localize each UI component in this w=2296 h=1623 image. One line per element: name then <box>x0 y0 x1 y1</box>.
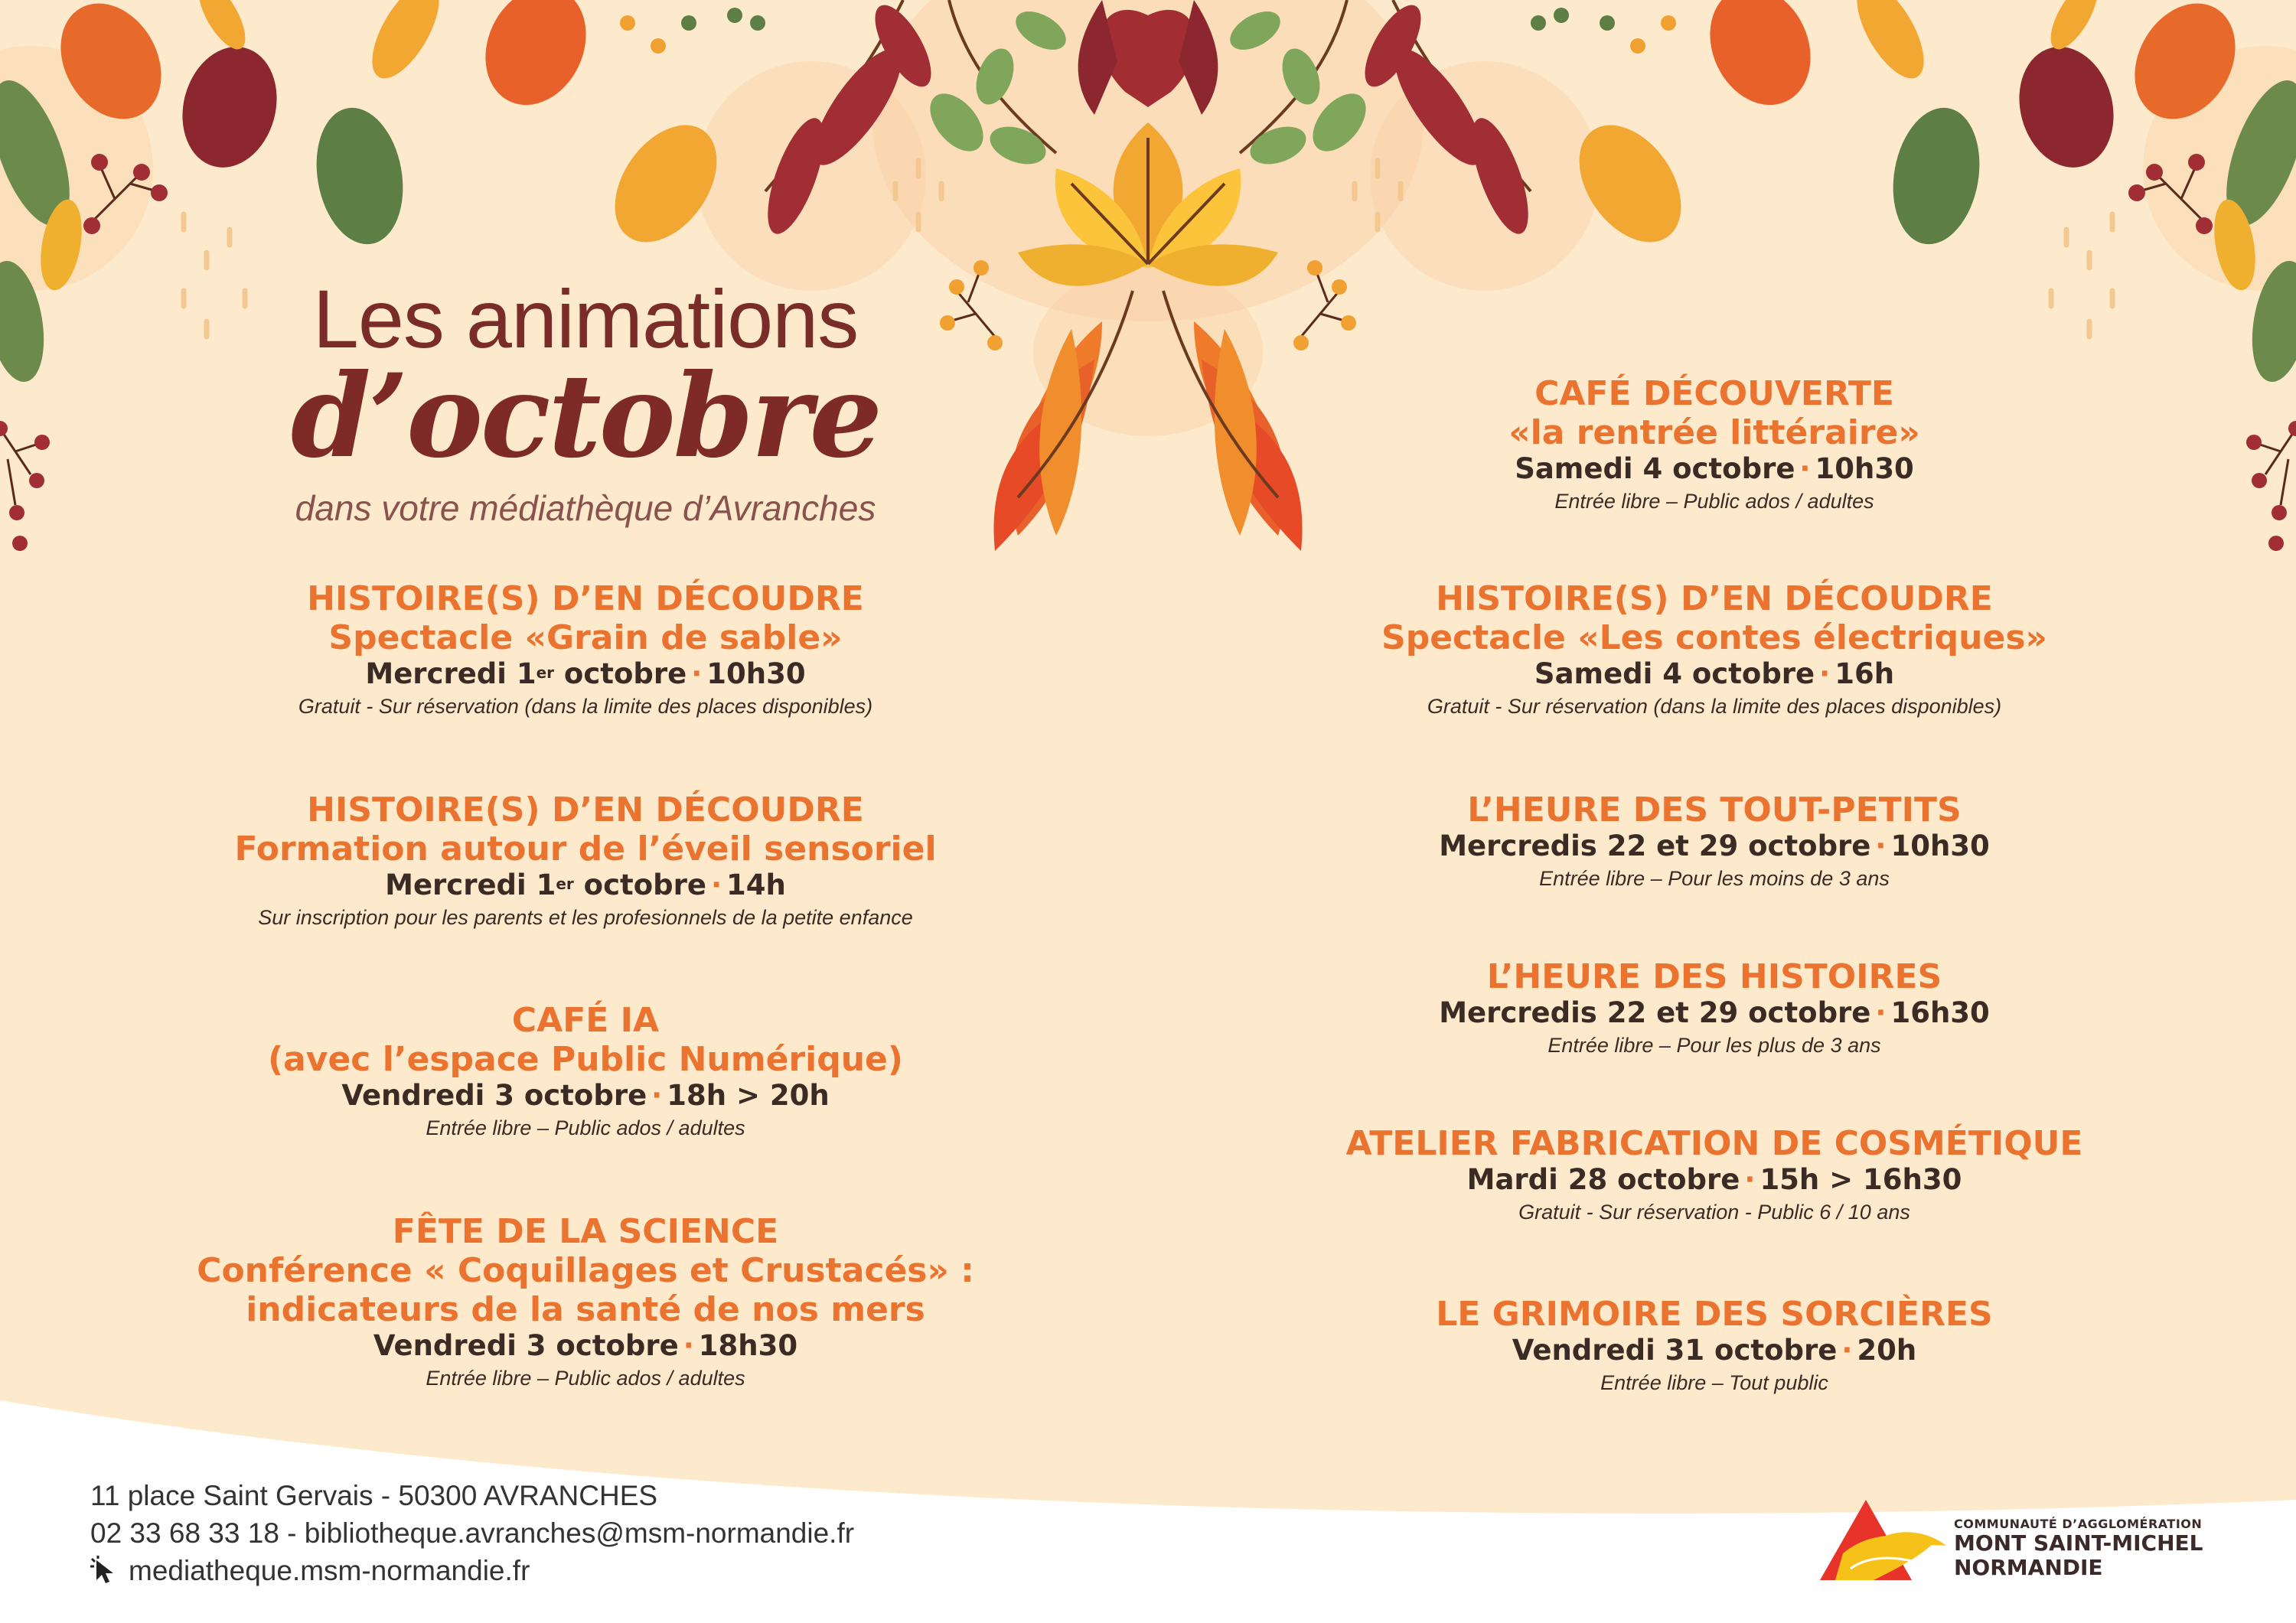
logo-mark-icon <box>1820 1496 1950 1584</box>
page-subtitle: dans votre médiathèque d’Avranches <box>295 488 876 529</box>
event-date-text: Mercredis 22 et 29 octobre <box>1439 829 1871 862</box>
footer-website[interactable]: mediatheque.msm-normandie.fr <box>129 1555 530 1586</box>
event-date: Vendredi 31 octobre · 20h <box>1512 1334 1917 1367</box>
event-date-text: Vendredi 3 octobre <box>373 1329 679 1362</box>
event-note: Entrée libre – Public ados / adultes <box>426 1367 745 1390</box>
event-title: HISTOIRE(S) D’EN DÉCOUDRE <box>307 790 864 829</box>
event-date: Mercredis 22 et 29 octobre · 10h30 <box>1439 829 1990 862</box>
event-date-sup: er <box>536 663 555 682</box>
event-title: CAFÉ DÉCOUVERTE <box>1534 374 1894 413</box>
event-title: L’HEURE DES HISTOIRES <box>1486 957 1942 996</box>
event-subtitle: Conférence « Coquillages et Crustacés» : <box>197 1251 974 1290</box>
logo-line2: NORMANDIE <box>1954 1555 2103 1580</box>
event-time: 10h30 <box>706 657 806 690</box>
event-time: 18h30 <box>698 1329 798 1362</box>
logo <box>1954 1517 2203 1580</box>
event-date: Vendredi 3 octobre · 18h > 20h <box>341 1079 830 1112</box>
event-subtitle: «la rentrée littéraire» <box>1508 413 1920 452</box>
footer-phone-email[interactable]: 02 33 68 33 18 - bibliotheque.avranches@msm-normandie.fr <box>90 1517 855 1549</box>
event-left-1 <box>149 579 1022 722</box>
event-date: Samedi 4 octobre · 16h <box>1534 657 1895 690</box>
event-time: 16h30 <box>1890 996 1990 1029</box>
event-date-day: Mercredi 1 <box>385 869 556 901</box>
event-left-3 <box>149 1001 1022 1143</box>
event-right-5 <box>1278 1124 2151 1227</box>
event-note: Gratuit - Sur réservation (dans la limite des places disponibles) <box>1427 695 2002 718</box>
event-date: Samedi 4 octobre · 10h30 <box>1515 452 1914 485</box>
event-date: Mercredi 1er octobre · 14h <box>385 869 786 901</box>
event-note: Sur inscription pour les parents et les profesionnels de la petite enfance <box>258 906 913 929</box>
event-date-text: Mardi 28 octobre <box>1466 1163 1740 1196</box>
event-note: Entrée libre – Pour les moins de 3 ans <box>1539 867 1890 890</box>
event-right-1 <box>1278 374 2151 517</box>
event-date: Mercredi 1er octobre · 10h30 <box>365 657 806 690</box>
event-date-text: Samedi 4 octobre <box>1534 657 1815 690</box>
event-right-6 <box>1278 1295 2151 1398</box>
event-note: Entrée libre – Public ados / adultes <box>1554 490 1874 513</box>
event-date-sup: er <box>556 875 574 893</box>
footer-contact <box>90 1477 854 1589</box>
event-time: 14h <box>726 869 786 901</box>
event-date-text: Vendredi 31 octobre <box>1512 1334 1838 1367</box>
event-title: FÊTE DE LA SCIENCE <box>392 1212 779 1251</box>
footer-address: 11 place Saint Gervais - 50300 AVRANCHES <box>90 1480 658 1511</box>
event-title: CAFÉ IA <box>511 1001 660 1040</box>
event-left-4 <box>149 1212 1022 1393</box>
event-left-2 <box>149 790 1022 933</box>
event-subtitle: Spectacle «Grain de sable» <box>328 618 843 657</box>
event-note: Entrée libre – Public ados / adultes <box>426 1116 745 1139</box>
event-title: L’HEURE DES TOUT-PETITS <box>1467 790 1962 829</box>
logo-line1: MONT SAINT-MICHEL <box>1954 1530 2203 1556</box>
event-note: Gratuit - Sur réservation - Public 6 / 10 ans <box>1518 1201 1910 1224</box>
event-note: Entrée libre – Pour les plus de 3 ans <box>1548 1034 1881 1057</box>
event-date-text: Mercredis 22 et 29 octobre <box>1439 996 1871 1029</box>
page-title-line1: Les animations <box>312 272 859 365</box>
event-date-month: octobre <box>554 657 687 690</box>
event-time: 15h > 16h30 <box>1760 1163 1962 1196</box>
event-time: 10h30 <box>1815 452 1914 485</box>
event-time: 10h30 <box>1890 829 1990 862</box>
event-right-4 <box>1278 957 2151 1061</box>
event-date: Vendredi 3 octobre · 18h30 <box>373 1329 798 1362</box>
page-title-line2: d’octobre <box>290 349 881 484</box>
event-subtitle: (avec l’espace Public Numérique) <box>267 1040 903 1079</box>
event-title: ATELIER FABRICATION DE COSMÉTIQUE <box>1345 1124 2083 1163</box>
event-right-3 <box>1278 790 2151 894</box>
event-title: LE GRIMOIRE DES SORCIÈRES <box>1436 1295 1993 1334</box>
event-title: HISTOIRE(S) D’EN DÉCOUDRE <box>1436 579 1993 618</box>
event-date-text: Vendredi 3 octobre <box>341 1079 647 1112</box>
event-date-text: Samedi 4 octobre <box>1515 452 1795 485</box>
event-date: Mardi 28 octobre · 15h > 16h30 <box>1466 1163 1962 1196</box>
event-right-2 <box>1278 579 2151 722</box>
event-note: Entrée libre – Tout public <box>1600 1371 1828 1394</box>
event-subtitle: Formation autour de l’éveil sensoriel <box>234 829 937 869</box>
logo-small-text: COMMUNAUTÉ D’AGGLOMÉRATION <box>1954 1517 2203 1531</box>
event-time: 18h > 20h <box>667 1079 830 1112</box>
event-date-day: Mercredi 1 <box>365 657 536 690</box>
cursor-icon <box>90 1556 124 1586</box>
footer-website-row[interactable] <box>90 1552 854 1589</box>
event-title: HISTOIRE(S) D’EN DÉCOUDRE <box>307 579 864 618</box>
title-block <box>230 272 941 529</box>
event-date-month: octobre <box>573 869 706 901</box>
event-subtitle-2: indicateurs de la santé de nos mers <box>246 1290 925 1329</box>
event-note: Gratuit - Sur réservation (dans la limite des places disponibles) <box>298 695 873 718</box>
event-subtitle: Spectacle «Les contes électriques» <box>1381 618 2047 657</box>
event-time: 16h <box>1835 657 1895 690</box>
event-time: 20h <box>1857 1334 1917 1367</box>
event-date: Mercredis 22 et 29 octobre · 16h30 <box>1439 996 1990 1029</box>
